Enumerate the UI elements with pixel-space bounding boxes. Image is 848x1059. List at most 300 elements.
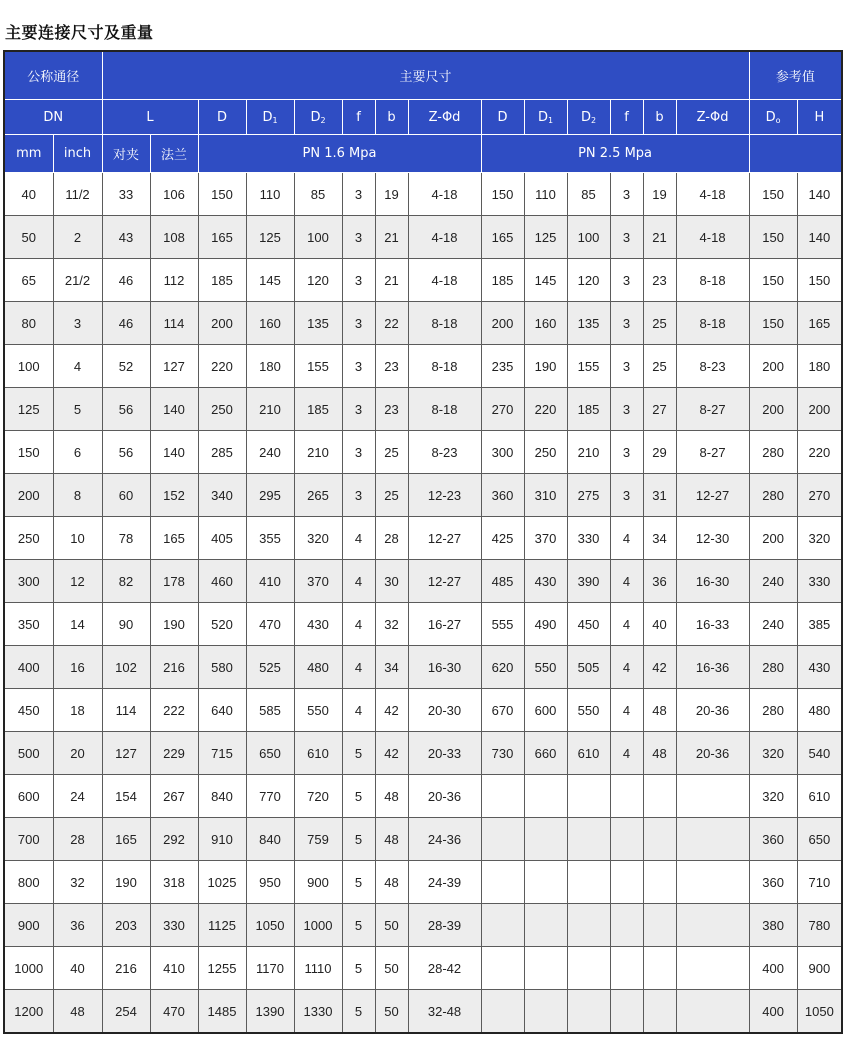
cell-ref-h: 270 [797, 474, 842, 517]
cell-dn-inch [53, 990, 102, 1034]
cell-pn16: 12-27 [408, 560, 481, 603]
cell-pn25: 3 [610, 173, 643, 216]
cell-dn-mm: 350 [4, 603, 53, 646]
table-row [4, 173, 842, 216]
cell-pn25: 40 [643, 603, 676, 646]
cell-pn16: 125 [246, 216, 294, 259]
table-row [4, 775, 842, 818]
cell-l-wafer: 203 [102, 904, 150, 947]
cell-pn25 [610, 990, 643, 1034]
cell-l-flange: 330 [150, 904, 198, 947]
cell-pn25 [524, 904, 567, 947]
cell-l-wafer: 46 [102, 302, 150, 345]
cell-dn-mm: 1200 [4, 990, 53, 1034]
cell-pn16: 19 [375, 173, 408, 216]
cell-ref-do: 380 [749, 904, 797, 947]
cell-dn-inch [53, 173, 102, 216]
cell-l-flange: 165 [150, 517, 198, 560]
cell-pn25: 4 [610, 689, 643, 732]
cell-l-wafer: 33 [102, 173, 150, 216]
cell-pn16: 285 [198, 431, 246, 474]
table-row [4, 431, 842, 474]
cell-ref-do: 400 [749, 947, 797, 990]
cell-pn16: 32-48 [408, 990, 481, 1034]
cell-pn16: 3 [342, 345, 375, 388]
cell-pn16: 28 [375, 517, 408, 560]
cell-ref-do: 400 [749, 990, 797, 1034]
cell-pn25 [643, 990, 676, 1034]
header-main-dimensions: 主要尺寸 [102, 51, 749, 100]
cell-dn-mm: 450 [4, 689, 53, 732]
cell-pn25: 135 [567, 302, 610, 345]
cell-dn-mm: 200 [4, 474, 53, 517]
cell-ref-h: 480 [797, 689, 842, 732]
cell-pn16: 12-23 [408, 474, 481, 517]
table-row [4, 474, 842, 517]
cell-pn16: 50 [375, 904, 408, 947]
cell-dn-inch-whole: 10 [70, 530, 85, 546]
cell-pn25 [643, 861, 676, 904]
cell-ref-h: 1050 [797, 990, 842, 1034]
cell-pn16: 770 [246, 775, 294, 818]
cell-l-wafer: 60 [102, 474, 150, 517]
header-mm: mm [4, 135, 53, 173]
cell-ref-h: 385 [797, 603, 842, 646]
cell-pn16: 610 [294, 732, 342, 775]
header-pn25-col-symbol: b [655, 109, 664, 125]
cell-pn16: 1050 [246, 904, 294, 947]
cell-pn25: 150 [481, 173, 524, 216]
header-ref-col-symbol: H [814, 109, 825, 125]
cell-pn25: 8-27 [676, 388, 749, 431]
cell-ref-h: 150 [797, 259, 842, 302]
cell-pn25: 670 [481, 689, 524, 732]
cell-pn25: 3 [610, 302, 643, 345]
cell-pn16: 21 [375, 216, 408, 259]
cell-pn25: 490 [524, 603, 567, 646]
cell-ref-do: 200 [749, 345, 797, 388]
cell-pn16: 34 [375, 646, 408, 689]
table-header [4, 51, 842, 173]
header-pn16-col [408, 100, 481, 135]
cell-ref-do: 280 [749, 474, 797, 517]
table-row [4, 216, 842, 259]
cell-pn16: 410 [246, 560, 294, 603]
cell-pn25 [524, 861, 567, 904]
header-pn16-col-symbol: D [262, 109, 273, 125]
cell-l-wafer: 90 [102, 603, 150, 646]
header-pn25-col-symbol: D [497, 109, 508, 125]
cell-ref-do: 150 [749, 259, 797, 302]
header-pn25-col-symbol: D [580, 109, 591, 125]
cell-pn16: 1390 [246, 990, 294, 1034]
cell-dn-inch-whole: 48 [70, 1003, 85, 1019]
cell-pn16: 550 [294, 689, 342, 732]
cell-pn25: 42 [643, 646, 676, 689]
cell-pn16: 210 [246, 388, 294, 431]
cell-pn16: 1330 [294, 990, 342, 1034]
cell-pn16: 42 [375, 732, 408, 775]
cell-pn25: 3 [610, 216, 643, 259]
cell-pn16: 4-18 [408, 216, 481, 259]
cell-dn-inch [53, 517, 102, 560]
cell-pn16: 100 [294, 216, 342, 259]
cell-pn16: 120 [294, 259, 342, 302]
cell-pn16: 42 [375, 689, 408, 732]
cell-pn16: 25 [375, 474, 408, 517]
cell-pn25: 3 [610, 474, 643, 517]
header-pn16-col [375, 100, 408, 135]
cell-pn25: 23 [643, 259, 676, 302]
cell-pn25: 125 [524, 216, 567, 259]
cell-pn16: 5 [342, 775, 375, 818]
cell-pn25: 48 [643, 732, 676, 775]
cell-pn25: 275 [567, 474, 610, 517]
cell-pn25: 20-36 [676, 732, 749, 775]
cell-dn-inch-whole: 2 [73, 229, 82, 245]
cell-pn25: 3 [610, 345, 643, 388]
cell-pn25: 85 [567, 173, 610, 216]
cell-pn25 [643, 904, 676, 947]
cell-pn25 [481, 861, 524, 904]
cell-l-flange: 470 [150, 990, 198, 1034]
header-ref-col-subscript: o [775, 115, 781, 125]
cell-pn16: 3 [342, 216, 375, 259]
cell-pn16: 1255 [198, 947, 246, 990]
cell-pn16: 5 [342, 904, 375, 947]
table-row [4, 947, 842, 990]
cell-ref-h: 165 [797, 302, 842, 345]
cell-dn-mm: 65 [4, 259, 53, 302]
cell-l-wafer: 102 [102, 646, 150, 689]
header-ref-col [749, 100, 797, 135]
cell-pn25 [481, 947, 524, 990]
cell-dn-inch-fraction: 1/2 [71, 186, 90, 202]
cell-l-wafer: 56 [102, 388, 150, 431]
cell-pn16: 20-33 [408, 732, 481, 775]
header-ref-col [797, 100, 842, 135]
cell-pn25: 425 [481, 517, 524, 560]
cell-pn25 [524, 947, 567, 990]
table-row [4, 259, 842, 302]
cell-dn-inch-whole: 16 [70, 659, 85, 675]
cell-pn16: 1110 [294, 947, 342, 990]
cell-pn25: 12-30 [676, 517, 749, 560]
header-wafer: 对夹 [102, 135, 150, 173]
cell-pn16: 295 [246, 474, 294, 517]
cell-pn25 [610, 947, 643, 990]
cell-pn25: 155 [567, 345, 610, 388]
cell-pn16: 23 [375, 388, 408, 431]
cell-pn25 [481, 775, 524, 818]
cell-pn16: 355 [246, 517, 294, 560]
cell-dn-mm: 125 [4, 388, 53, 431]
table-row [4, 517, 842, 560]
cell-dn-inch-whole: 2 [64, 272, 73, 288]
cell-dn-inch [53, 302, 102, 345]
cell-pn16: 1000 [294, 904, 342, 947]
cell-dn-inch-whole: 1 [65, 186, 72, 202]
cell-pn25: 34 [643, 517, 676, 560]
cell-pn25: 390 [567, 560, 610, 603]
cell-dn-inch [53, 689, 102, 732]
cell-pn25: 555 [481, 603, 524, 646]
cell-dn-inch-whole: 4 [73, 358, 82, 374]
cell-ref-h: 780 [797, 904, 842, 947]
header-pn25-col-subscript: 2 [590, 115, 597, 125]
cell-ref-h: 610 [797, 775, 842, 818]
cell-pn25 [567, 904, 610, 947]
cell-pn16: 155 [294, 345, 342, 388]
cell-pn25: 120 [567, 259, 610, 302]
cell-pn25: 145 [524, 259, 567, 302]
cell-ref-do: 320 [749, 732, 797, 775]
cell-ref-h: 320 [797, 517, 842, 560]
cell-pn16: 5 [342, 861, 375, 904]
header-pn16-col-symbol: b [387, 109, 396, 125]
cell-pn25: 550 [567, 689, 610, 732]
header-pn25-col-symbol: Z-Φd [696, 109, 729, 125]
cell-dn-inch-whole: 18 [70, 702, 85, 718]
cell-pn16: 24-36 [408, 818, 481, 861]
cell-pn25: 4 [610, 646, 643, 689]
cell-pn16: 28-42 [408, 947, 481, 990]
cell-dn-inch-whole: 20 [70, 745, 85, 761]
cell-pn16: 520 [198, 603, 246, 646]
cell-l-flange: 222 [150, 689, 198, 732]
cell-pn16: 160 [246, 302, 294, 345]
cell-pn25: 485 [481, 560, 524, 603]
cell-pn25 [610, 904, 643, 947]
cell-pn25 [524, 990, 567, 1034]
cell-l-flange: 127 [150, 345, 198, 388]
cell-dn-mm: 400 [4, 646, 53, 689]
cell-pn16: 480 [294, 646, 342, 689]
cell-dn-mm: 800 [4, 861, 53, 904]
header-pn16-col [294, 100, 342, 135]
cell-pn16: 950 [246, 861, 294, 904]
cell-pn25: 165 [481, 216, 524, 259]
cell-pn25: 3 [610, 388, 643, 431]
cell-l-flange: 216 [150, 646, 198, 689]
cell-ref-do: 200 [749, 388, 797, 431]
cell-pn25 [676, 947, 749, 990]
cell-dn-inch [53, 388, 102, 431]
cell-l-flange: 410 [150, 947, 198, 990]
cell-ref-h: 900 [797, 947, 842, 990]
cell-dn-mm: 80 [4, 302, 53, 345]
cell-dn-mm: 600 [4, 775, 53, 818]
cell-pn25: 29 [643, 431, 676, 474]
cell-pn25: 505 [567, 646, 610, 689]
cell-dn-mm: 250 [4, 517, 53, 560]
cell-pn25: 220 [524, 388, 567, 431]
cell-pn16: 265 [294, 474, 342, 517]
header-l: L [102, 100, 198, 135]
cell-pn16: 1170 [246, 947, 294, 990]
table-row [4, 603, 842, 646]
cell-pn16: 370 [294, 560, 342, 603]
cell-pn16: 50 [375, 947, 408, 990]
cell-pn25: 4 [610, 517, 643, 560]
cell-pn16: 24-39 [408, 861, 481, 904]
cell-ref-h: 200 [797, 388, 842, 431]
cell-pn16: 8-18 [408, 388, 481, 431]
cell-pn25 [567, 818, 610, 861]
header-pn16-col-symbol: D [217, 109, 228, 125]
cell-pn16: 5 [342, 732, 375, 775]
cell-pn16: 640 [198, 689, 246, 732]
cell-pn16: 4 [342, 560, 375, 603]
cell-pn16: 5 [342, 947, 375, 990]
cell-dn-inch [53, 775, 102, 818]
header-pn16-col-subscript: 1 [272, 115, 278, 125]
cell-dn-inch-whole: 5 [73, 401, 82, 417]
cell-pn25: 4 [610, 603, 643, 646]
cell-pn25: 190 [524, 345, 567, 388]
cell-pn16: 1025 [198, 861, 246, 904]
cell-dn-mm: 500 [4, 732, 53, 775]
cell-dn-inch [53, 904, 102, 947]
cell-pn16: 580 [198, 646, 246, 689]
cell-pn25 [524, 775, 567, 818]
cell-pn25: 4 [610, 732, 643, 775]
cell-pn25: 160 [524, 302, 567, 345]
cell-pn25 [643, 775, 676, 818]
cell-pn16: 3 [342, 259, 375, 302]
cell-pn16: 5 [342, 818, 375, 861]
cell-pn25: 300 [481, 431, 524, 474]
cell-pn16: 135 [294, 302, 342, 345]
cell-pn16: 720 [294, 775, 342, 818]
cell-pn16: 22 [375, 302, 408, 345]
header-pn25-col [610, 100, 643, 135]
cell-pn16: 16-27 [408, 603, 481, 646]
cell-pn25: 3 [610, 259, 643, 302]
cell-pn16: 25 [375, 431, 408, 474]
table-row [4, 388, 842, 431]
cell-l-wafer: 52 [102, 345, 150, 388]
cell-pn25: 360 [481, 474, 524, 517]
header-pn25-col [524, 100, 567, 135]
header-pn25-col [481, 100, 524, 135]
cell-pn16: 8-18 [408, 302, 481, 345]
cell-pn16: 23 [375, 345, 408, 388]
cell-pn25 [643, 818, 676, 861]
spec-table [3, 50, 843, 1034]
cell-pn16: 110 [246, 173, 294, 216]
cell-ref-do: 150 [749, 216, 797, 259]
cell-l-wafer: 114 [102, 689, 150, 732]
cell-dn-inch [53, 474, 102, 517]
cell-pn16: 405 [198, 517, 246, 560]
table-row [4, 861, 842, 904]
header-pn16-col [342, 100, 375, 135]
cell-pn16: 460 [198, 560, 246, 603]
cell-ref-do: 240 [749, 603, 797, 646]
cell-pn25 [524, 818, 567, 861]
cell-pn25 [610, 775, 643, 818]
cell-pn16: 185 [198, 259, 246, 302]
cell-pn25: 31 [643, 474, 676, 517]
cell-pn25: 185 [481, 259, 524, 302]
cell-pn16: 4 [342, 689, 375, 732]
header-pn25-col-symbol: f [624, 109, 629, 125]
header-ref-blank [749, 135, 842, 173]
cell-pn25: 8-27 [676, 431, 749, 474]
header-pn16-col [198, 100, 246, 135]
cell-ref-h: 140 [797, 173, 842, 216]
cell-pn16: 48 [375, 775, 408, 818]
header-pn25: PN 2.5 Mpa [481, 135, 749, 173]
cell-dn-inch [53, 603, 102, 646]
cell-ref-do: 280 [749, 646, 797, 689]
cell-pn25: 185 [567, 388, 610, 431]
cell-pn25 [481, 904, 524, 947]
cell-l-flange: 114 [150, 302, 198, 345]
table-row [4, 560, 842, 603]
cell-ref-do: 360 [749, 861, 797, 904]
cell-pn16: 715 [198, 732, 246, 775]
cell-l-flange: 229 [150, 732, 198, 775]
cell-pn25: 100 [567, 216, 610, 259]
cell-dn-inch [53, 732, 102, 775]
cell-ref-do: 320 [749, 775, 797, 818]
cell-ref-h: 540 [797, 732, 842, 775]
cell-ref-h: 330 [797, 560, 842, 603]
cell-ref-do: 360 [749, 818, 797, 861]
cell-ref-do: 150 [749, 302, 797, 345]
header-pn16-col-symbol: f [356, 109, 361, 125]
cell-pn25 [481, 990, 524, 1034]
cell-pn25 [567, 990, 610, 1034]
cell-pn25: 25 [643, 302, 676, 345]
cell-dn-inch [53, 560, 102, 603]
cell-l-wafer: 154 [102, 775, 150, 818]
header-pn25-col-subscript: 1 [547, 115, 554, 125]
header-nominal-diameter: 公称通径 [4, 51, 102, 100]
cell-l-flange: 140 [150, 431, 198, 474]
cell-pn16: 320 [294, 517, 342, 560]
cell-pn25: 550 [524, 646, 567, 689]
cell-dn-inch [53, 216, 102, 259]
cell-dn-inch-whole: 6 [73, 444, 82, 460]
cell-pn16: 650 [246, 732, 294, 775]
cell-pn16: 50 [375, 990, 408, 1034]
cell-l-wafer: 127 [102, 732, 150, 775]
header-flange: 法兰 [150, 135, 198, 173]
cell-ref-h: 650 [797, 818, 842, 861]
cell-pn16: 8-23 [408, 431, 481, 474]
cell-pn25: 20-36 [676, 689, 749, 732]
cell-dn-inch [53, 861, 102, 904]
cell-pn25 [567, 947, 610, 990]
cell-pn16: 3 [342, 173, 375, 216]
cell-pn16: 759 [294, 818, 342, 861]
cell-pn16: 3 [342, 388, 375, 431]
header-ref-col-symbol: D [765, 109, 776, 125]
cell-l-flange: 108 [150, 216, 198, 259]
header-reference-value: 参考值 [749, 51, 842, 100]
cell-l-flange: 112 [150, 259, 198, 302]
table-row [4, 732, 842, 775]
header-pn16-col-subscript: 2 [320, 115, 326, 125]
cell-pn16: 20-30 [408, 689, 481, 732]
cell-dn-inch-whole: 32 [70, 874, 85, 890]
cell-pn16: 48 [375, 818, 408, 861]
cell-dn-inch-whole: 8 [73, 487, 82, 503]
cell-pn16: 5 [342, 990, 375, 1034]
